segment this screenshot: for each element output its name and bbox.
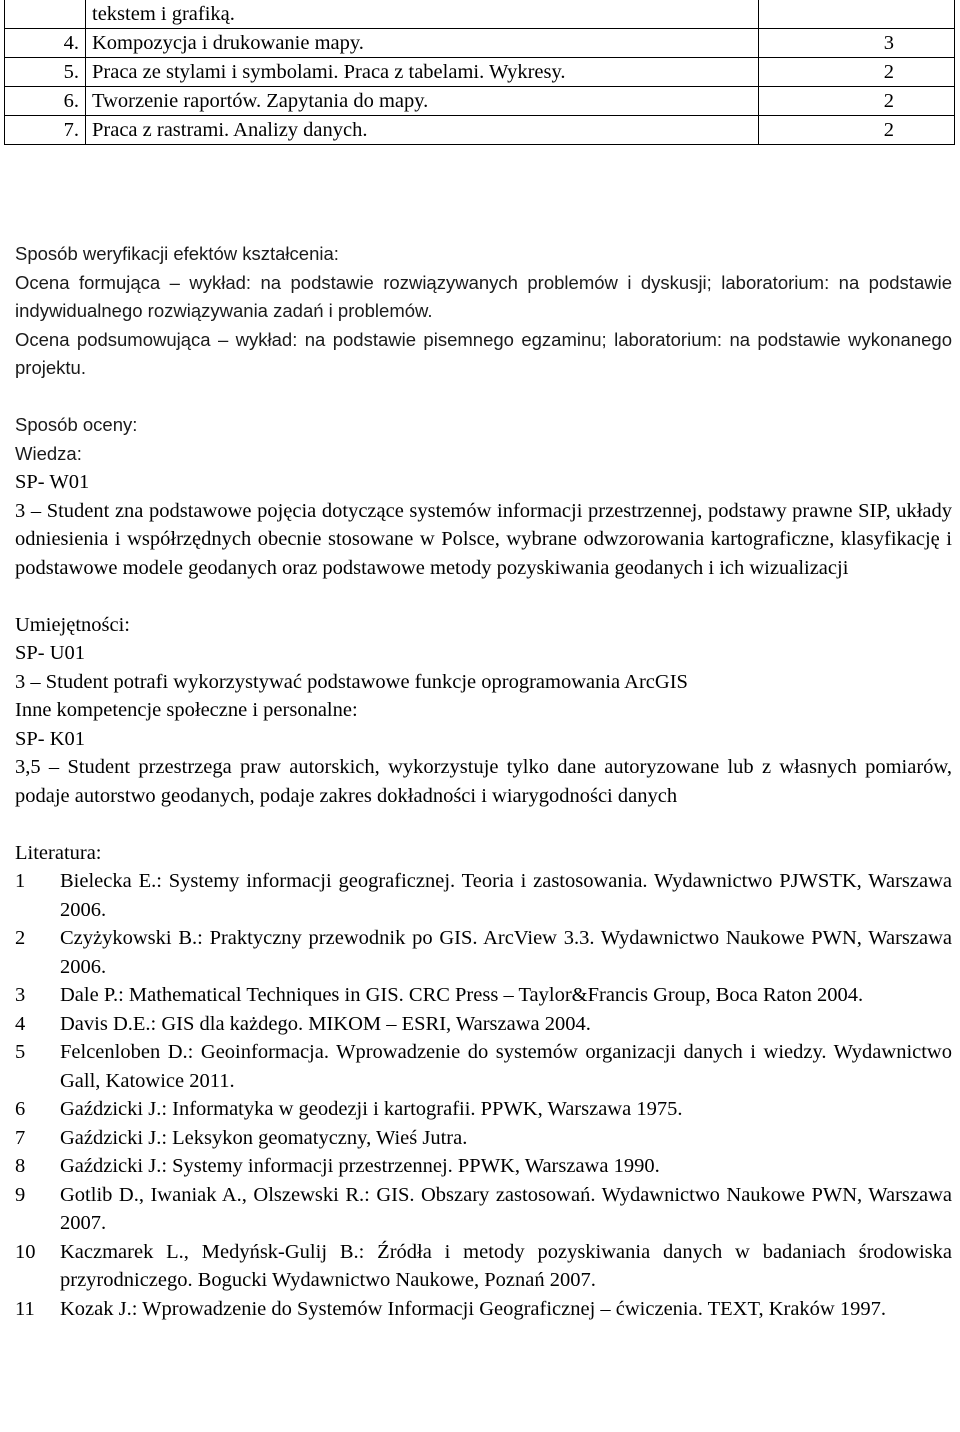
item-number: 1 xyxy=(15,870,26,892)
assessment-section xyxy=(15,411,952,810)
list-item xyxy=(15,1181,952,1238)
row-topic: Tworzenie raportów. Zapytania do mapy. xyxy=(86,87,759,116)
syllabus-content xyxy=(15,240,952,1323)
list-item xyxy=(15,1095,952,1124)
formative-assessment-text: Ocena formująca – wykład: na podstawie rozwiązywanych problemów i dyskusji; laboratorium: na podstawie indywidualnego rozwiązywania zadań i problemów. xyxy=(15,271,952,321)
verification-heading: Sposób weryfikacji efektów kształcenia: xyxy=(15,243,339,264)
social-competence-criteria-text: 3,5 – Student przestrzega praw autorskich, wykorzystuje tylko dane autoryzowane lub z własnych pomiarów, podaje autorstwo geodanych, podaje zakres dokładności i wiarygodności danych xyxy=(15,756,952,807)
knowledge-heading: Wiedza: xyxy=(15,442,82,464)
row-number: 7. xyxy=(5,116,86,145)
item-number: 8 xyxy=(15,1155,26,1177)
item-text: Czyżykowski B.: Praktyczny przewodnik po GIS. ArcView 3.3. Wydawnictwo Naukowe PWN, Warszawa 2006. xyxy=(60,927,952,978)
literature-list xyxy=(15,867,952,1323)
item-text: Gaździcki J.: Systemy informacji przestrzennej. PPWK, Warszawa 1990. xyxy=(60,1155,660,1177)
list-item xyxy=(15,981,952,1010)
row-hours: 2 xyxy=(759,58,955,87)
assessment-heading: Sposób oceny: xyxy=(15,414,138,435)
verification-section xyxy=(15,240,952,383)
row-hours: 3 xyxy=(759,29,955,58)
item-text: Felcenloben D.: Geoinformacja. Wprowadzenie do systemów organizacji danych i wiedzy. Wydawnictwo Gall, Katowice 2011. xyxy=(60,1041,952,1092)
row-number xyxy=(5,0,86,29)
social-competence-heading: Inne kompetencje społeczne i personalne: xyxy=(15,699,358,721)
row-number: 4. xyxy=(5,29,86,58)
skills-heading: Umiejętności: xyxy=(15,613,131,636)
row-topic: Kompozycja i drukowanie mapy. xyxy=(86,29,759,58)
item-number: 3 xyxy=(15,984,26,1006)
list-item xyxy=(15,1038,952,1095)
table-row xyxy=(5,0,955,29)
row-number: 5. xyxy=(5,58,86,87)
table-row xyxy=(5,116,955,145)
item-number: 6 xyxy=(15,1098,26,1120)
item-text: Davis D.E.: GIS dla każdego. MIKOM – ESRI, Warszawa 2004. xyxy=(60,1012,591,1035)
item-number: 9 xyxy=(15,1183,26,1206)
item-number: 2 xyxy=(15,927,26,949)
item-text: Kozak J.: Wprowadzenie do Systemów Informacji Geograficznej – ćwiczenia. TEXT, Kraków 1997. xyxy=(60,1297,886,1320)
item-text: Kaczmarek L., Medyńsk-Gulij B.: Źródła i metody pozyskiwania danych w badaniach środowiska przyrodniczego. Bogucki Wydawnictwo Naukowe, Poznań 2007. xyxy=(60,1240,952,1291)
item-text: Dale P.: Mathematical Techniques in GIS. CRC Press – Taylor&Francis Group, Boca Raton 2004. xyxy=(60,984,864,1006)
literature-heading: Literatura: xyxy=(15,841,102,864)
item-number: 7 xyxy=(15,1126,26,1149)
item-number: 11 xyxy=(15,1297,35,1320)
spacer xyxy=(15,810,952,839)
social-competence-code: SP- K01 xyxy=(15,727,86,750)
row-topic: tekstem i grafiką. xyxy=(86,0,759,29)
item-number: 4 xyxy=(15,1012,26,1035)
summative-assessment-text: Ocena podsumowująca – wykład: na podstawie pisemnego egzaminu; laboratorium: na podstawie wykonanego projektu. xyxy=(15,328,952,378)
item-text: Gaździcki J.: Leksykon geomatyczny, Wieś Jutra. xyxy=(60,1126,468,1149)
knowledge-criteria-text: 3 – Student zna podstawowe pojęcia dotyczące systemów informacji przestrzennej, podstawy prawne SIP, układy odniesienia i współrzędnych obecnie stosowane w Polsce, wybrane odwzorowania kartograficzne, klasyfikację i podstawowe modele geodanych oraz podstawowe metody pozyskiwania geodanych i ich wizualizacji xyxy=(15,499,952,579)
row-hours xyxy=(759,0,955,29)
item-text: Gotlib D., Iwaniak A., Olszewski R.: GIS. Obszary zastosowań. Wydawnictwo Naukowe PWN, Warszawa 2007. xyxy=(60,1183,952,1234)
literature-section xyxy=(15,839,952,1324)
list-item xyxy=(15,1124,952,1153)
list-item xyxy=(15,1238,952,1295)
row-topic: Praca ze stylami i symbolami. Praca z tabelami. Wykresy. xyxy=(86,58,759,87)
skills-criteria-text: 3 – Student potrafi wykorzystywać podstawowe funkcje oprogramowania ArcGIS xyxy=(15,670,688,693)
item-number: 5 xyxy=(15,1041,26,1063)
knowledge-code: SP- W01 xyxy=(15,471,90,493)
table-row xyxy=(5,87,955,116)
item-text: Bielecka E.: Systemy informacji geograficznej. Teoria i zastosowania. Wydawnictwo PJWSTK, Warszawa 2006. xyxy=(60,870,952,921)
table-row xyxy=(5,58,955,87)
spacer xyxy=(15,383,952,412)
list-item xyxy=(15,1010,952,1039)
row-hours: 2 xyxy=(759,116,955,145)
program-table xyxy=(4,0,955,145)
item-number: 10 xyxy=(15,1240,36,1263)
list-item xyxy=(15,924,952,981)
spacer xyxy=(15,582,952,611)
row-topic: Praca z rastrami. Analizy danych. xyxy=(86,116,759,145)
skills-code: SP- U01 xyxy=(15,642,86,664)
row-hours: 2 xyxy=(759,87,955,116)
list-item xyxy=(15,1295,952,1324)
item-text: Gaździcki J.: Informatyka w geodezji i kartografii. PPWK, Warszawa 1975. xyxy=(60,1098,683,1120)
list-item xyxy=(15,1152,952,1181)
table-row xyxy=(5,29,955,58)
list-item xyxy=(15,867,952,924)
row-number: 6. xyxy=(5,87,86,116)
